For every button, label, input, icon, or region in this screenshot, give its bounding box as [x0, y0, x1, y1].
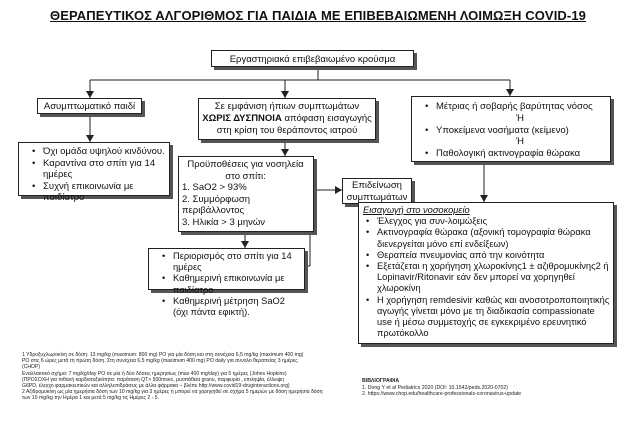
bibliography-item: 2. https://www.chop.edu/healthcare-professionals-coronavirus-update	[362, 391, 522, 398]
bibliography-heading: ΒΙΒΛΙΟΓΡΑΦΙΑ	[362, 378, 400, 384]
footnote-line: Εναλλακτικό σχήμα: 7 mg/kg/day PO σε μία ή δύο δόσεις ημερησίως (max 400 mg/day) για 5 ημέρες (Johns Hopkins)	[22, 370, 287, 377]
no-dyspnea-label: ΧΩΡΙΣ ΔΥΣΠΝΟΙΑ	[202, 113, 282, 124]
hospital-admission-box	[358, 202, 614, 344]
footnote-line: G6PD, έλεγχο φαρμακευτικών και αλληλεπιδράσεις με άλλα φάρμακα – βλέπε http://www.covid19-druginteractions.org)	[22, 383, 290, 390]
footnotes	[22, 352, 362, 402]
prereq-item: 2. Συμμόρφωση περιβάλλοντος	[182, 193, 250, 216]
list-item: • Εξετάζεται η χορήγηση χλωροκίνης1 ± αζιθρομυκίνης2 ή Lopinavir/Ritonavir εάν δεν μπορεί να χορηγηθεί χλωροκίνη	[375, 261, 610, 295]
footnote-line: (ΠΡΟΣΟΧΗ για πιθανή καρδιοτοξικότητα: παράταση QT> 500msec, μυοπάθεια granu, παρφυρία , επιληψία, έλλειψη	[22, 376, 285, 383]
list-item: • Έλεγχος για συν-λοιμώξεις	[375, 216, 610, 227]
or-label: Ή	[516, 112, 524, 124]
prereq-title: Προϋποθέσεις για νοσηλεία στο σπίτι:	[187, 159, 304, 182]
worsening-box	[342, 178, 412, 204]
bibliography-item: 1. Dong Y et al Pediatrics 2020 (DOI: 10.1542/peds.2020-0702)	[362, 384, 509, 391]
footnote-line: των 10 mg/kg την Ημέρα 1 και μετά 5 mg/kg τις Ημέρες 2 - 5.	[22, 395, 160, 402]
list-item: • Μέτριας ή σοβαρής βαρύτητας νόσος	[434, 101, 606, 113]
asymptomatic-actions	[18, 142, 170, 203]
list-item: • Καθημερινή μέτρηση SaO2 (όχι πάντα εφικτή).	[171, 296, 301, 318]
list-item: • Περιορισμός στο σπίτι για 14 ημέρες	[171, 251, 301, 273]
footnote-line: (CHOP)	[22, 364, 41, 371]
severe-criteria-box	[411, 96, 611, 162]
footnote-line: PO στις 6 ώρες μετά τη πρώτη δόση. Στη συνέχεια 6,5 mg/kg (maximum 400 mg) PO daily για συνολο θεραπείας 3 ημέρες	[22, 358, 298, 365]
list-item: • Καθημερινή επικοινωνία με παιδίατρο	[171, 273, 301, 295]
list-item: • Υποκείμενα νοσήματα (κείμενο)	[434, 125, 606, 137]
mild-line3: στη κρίση του θεράποντος ιατρού	[216, 125, 358, 136]
prereq-item: 1. SaO2 > 93%	[182, 182, 247, 193]
list-item: • Παθολογική ακτινογραφία θώρακα	[434, 148, 606, 160]
worsening-label: Επιδείνωση συμπτωμάτων	[346, 180, 408, 203]
mild-line1: Σε εμφάνιση ήπιων συμπτωμάτων	[214, 101, 360, 112]
page-title: ΘΕΡΑΠΕΥΤΙΚΟΣ ΑΛΓΟΡΙΘΜΟΣ ΓΙΑ ΠΑΙΔΙΑ ΜΕ ΕΠΙΒΕΒΑΙΩΜΕΝΗ ΛΟΙΜΩΞΗ COVID-19	[50, 8, 586, 23]
hospital-heading: Εισαγωγή στο νοσοκομείο	[363, 205, 470, 215]
home-care-box	[148, 248, 305, 318]
list-item: • Η χορήγηση remdesivir καθώς και ανοσοτροποποιητικής αγωγής γίνεται μόνο με τη διαδικασία compassionate use ή μέσω συμμετοχής σε εγκεκριμένο ερευνητικό πρωτόκολλο	[375, 295, 610, 340]
list-item: • Ακτινογραφία θώρακα (αξονική τομογραφία θώρακα διενεργείται μόνο επί ενδείξεων)	[375, 227, 610, 249]
list-item: • Συχνή επικοινωνία με παιδίατρο	[41, 181, 165, 204]
mild-line2-rest: απόφαση εισαγωγής	[281, 113, 372, 124]
mild-line2	[199, 113, 375, 125]
footnote-line: 1 Υδροξυχλωροκίνη σε δόση: 13 mg/kg (maximum: 800 mg) PO για μία δόση και στη συνέχεια 6,5 mg/kg (maximum 400 mg)	[22, 352, 304, 358]
asymptomatic-box	[37, 98, 142, 114]
footnote-line: 2 Αζιθρομυκίνη ως μία ημερήσια δόση των 10 mg/kg για 3 ημέρες ή μπορεί να χορηγηθεί σε σχήμα 5 ημερών με δόση ημερήσια δόση	[22, 389, 323, 396]
list-item: • Όχι ομάδα υψηλού κινδύνου.	[41, 146, 165, 158]
root-box	[211, 50, 414, 67]
bibliography	[362, 378, 622, 398]
list-item: • Καραντίνα στο σπίτι για 14 ημέρες	[41, 158, 165, 181]
home-prerequisites-box	[178, 156, 314, 232]
root-label: Εργαστηριακά επιβεβαιωμένο κρούσμα	[229, 54, 396, 65]
list-item: • Θεραπεία πνευμονίας από την κοινότητα	[375, 250, 610, 261]
mild-symptoms-box	[198, 98, 376, 140]
or-label: Ή	[516, 136, 524, 148]
asymptomatic-label: Ασυμπτωματικό παιδί	[43, 101, 136, 112]
prereq-item: 3. Ηλικία > 3 μηνών	[182, 216, 266, 228]
